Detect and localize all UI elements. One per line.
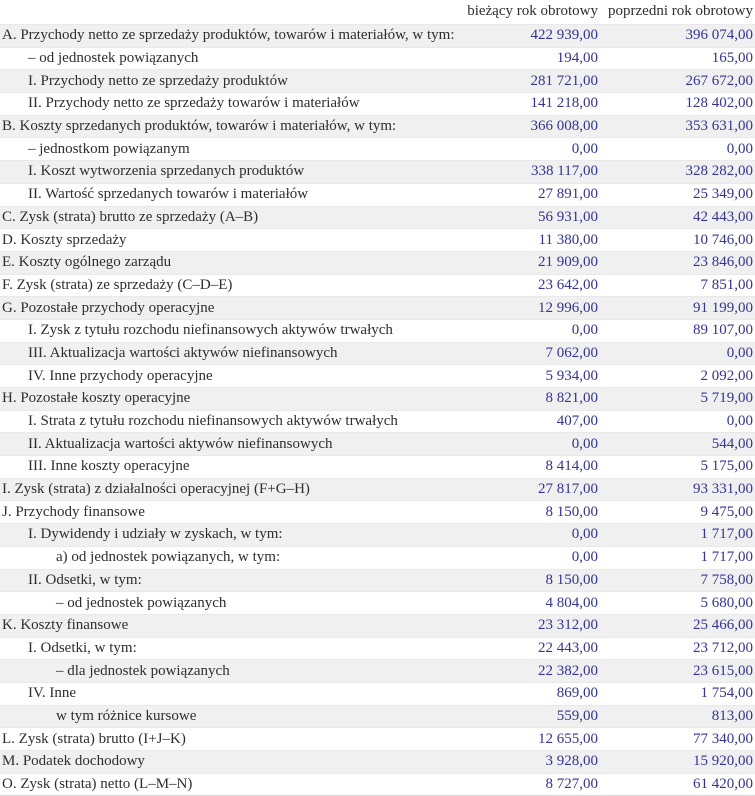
table-row <box>0 47 755 70</box>
table-row <box>0 115 755 138</box>
table-row <box>0 70 755 93</box>
value-previous-year: 9 475,00 <box>700 503 753 520</box>
row-label: C. Zysk (strata) brutto ze sprzedaży (A–B) <box>2 208 259 225</box>
row-label: a) od jednostek powiązanych, w tym: <box>56 549 281 566</box>
value-previous-year: 267 672,00 <box>685 72 753 89</box>
value-previous-year: 10 746,00 <box>693 231 753 248</box>
value-previous-year: 1 717,00 <box>700 549 753 566</box>
table-row <box>0 342 755 365</box>
table-row <box>0 229 755 252</box>
table-row <box>0 25 755 48</box>
row-label: I. Zysk z tytułu rozchodu niefinansowych aktywów trwałych <box>28 322 393 339</box>
value-current-year: 422 939,00 <box>530 27 598 44</box>
value-current-year: 5 934,00 <box>545 367 598 384</box>
value-previous-year: 165,00 <box>711 50 753 67</box>
table-row <box>0 682 755 705</box>
row-label: O. Zysk (strata) netto (L–M–N) <box>2 776 193 793</box>
value-previous-year: 328 282,00 <box>685 163 753 180</box>
table-row <box>0 274 755 297</box>
value-previous-year: 5 680,00 <box>700 594 753 611</box>
value-previous-year: 0,00 <box>726 140 753 157</box>
label-column-header <box>0 0 460 25</box>
value-current-year: 8 821,00 <box>545 390 598 407</box>
value-previous-year: 23 615,00 <box>693 662 753 679</box>
value-current-year: 4 804,00 <box>545 594 598 611</box>
row-label: III. Aktualizacja wartości aktywów niefinansowych <box>28 344 338 361</box>
row-label: F. Zysk (strata) ze sprzedaży (C–D–E) <box>2 276 233 293</box>
table-row <box>0 524 755 547</box>
table-row <box>0 433 755 456</box>
table-row <box>0 297 755 320</box>
table-row <box>0 478 755 501</box>
row-label: B. Koszty sprzedanych produktów, towarów i materiałów, w tym: <box>2 118 397 135</box>
col-header-previous-year: poprzedni rok obrotowy <box>608 3 753 19</box>
value-previous-year: 89 107,00 <box>693 322 753 339</box>
value-previous-year: 0,00 <box>726 344 753 361</box>
row-label: – od jednostek powiązanych <box>28 50 199 67</box>
value-current-year: 0,00 <box>571 140 598 157</box>
row-label: IV. Inne przychody operacyjne <box>28 367 213 384</box>
row-label: K. Koszty finansowe <box>2 617 129 634</box>
row-label: – jednostkom powiązanym <box>28 140 190 157</box>
value-previous-year: 91 199,00 <box>693 299 753 316</box>
value-previous-year: 23 846,00 <box>693 254 753 271</box>
value-current-year: 8 150,00 <box>545 503 598 520</box>
row-label: L. Zysk (strata) brutto (I+J–K) <box>2 730 186 747</box>
value-current-year: 407,00 <box>556 413 598 430</box>
table-row <box>0 251 755 274</box>
value-current-year: 23 312,00 <box>538 617 598 634</box>
report-table-body <box>0 25 755 796</box>
value-previous-year: 2 092,00 <box>700 367 753 384</box>
value-current-year: 281 721,00 <box>530 72 598 89</box>
value-current-year: 8 150,00 <box>545 571 598 588</box>
table-row <box>0 546 755 569</box>
value-current-year: 12 655,00 <box>538 730 598 747</box>
row-label: II. Wartość sprzedanych towarów i materiałów <box>28 186 309 203</box>
value-current-year: 8 727,00 <box>545 776 598 793</box>
row-label: A. Przychody netto ze sprzedaży produktów, towarów i materiałów, w tym: <box>2 27 455 44</box>
row-label: II. Odsetki, w tym: <box>28 571 142 588</box>
table-row <box>0 388 755 411</box>
value-current-year: 27 891,00 <box>538 186 598 203</box>
value-current-year: 22 443,00 <box>538 639 598 656</box>
value-current-year: 3 928,00 <box>545 753 598 770</box>
table-row <box>0 705 755 728</box>
value-current-year: 7 062,00 <box>545 344 598 361</box>
value-previous-year: 61 420,00 <box>693 776 753 793</box>
table-row <box>0 773 755 796</box>
row-label: I. Strata z tytułu rozchodu niefinansowych aktywów trwałych <box>28 413 398 430</box>
row-label: I. Dywidendy i udziały w zyskach, w tym: <box>28 526 283 543</box>
value-previous-year: 77 340,00 <box>693 730 753 747</box>
value-current-year: 0,00 <box>571 435 598 452</box>
value-previous-year: 813,00 <box>711 707 753 724</box>
table-row <box>0 569 755 592</box>
value-current-year: 12 996,00 <box>538 299 598 316</box>
value-current-year: 338 117,00 <box>531 163 598 180</box>
value-current-year: 0,00 <box>571 526 598 543</box>
value-previous-year: 23 712,00 <box>693 639 753 656</box>
value-current-year: 559,00 <box>556 707 598 724</box>
row-label: III. Inne koszty operacyjne <box>28 458 190 475</box>
value-current-year: 366 008,00 <box>530 118 598 135</box>
value-current-year: 141 218,00 <box>530 95 598 112</box>
value-current-year: 27 817,00 <box>538 481 598 498</box>
row-label: M. Podatek dochodowy <box>2 753 145 770</box>
row-label: – dla jednostek powiązanych <box>56 662 230 679</box>
header-row <box>0 0 755 25</box>
table-row <box>0 183 755 206</box>
row-label: I. Zysk (strata) z działalności operacyjnej (F+G–H) <box>2 481 310 498</box>
row-label: I. Przychody netto ze sprzedaży produktów <box>28 72 288 89</box>
value-current-year: 8 414,00 <box>545 458 598 475</box>
row-label: – od jednostek powiązanych <box>56 594 227 611</box>
value-previous-year: 353 631,00 <box>685 118 753 135</box>
value-current-year: 194,00 <box>556 50 598 67</box>
row-label: I. Koszt wytworzenia sprzedanych produktów <box>28 163 305 180</box>
value-previous-year: 1 717,00 <box>700 526 753 543</box>
table-row <box>0 161 755 184</box>
value-previous-year: 25 466,00 <box>693 617 753 634</box>
row-label: II. Aktualizacja wartości aktywów niefinansowych <box>28 435 333 452</box>
value-previous-year: 15 920,00 <box>693 753 753 770</box>
row-label: J. Przychody finansowe <box>2 503 145 520</box>
table-row <box>0 728 755 751</box>
table-row <box>0 660 755 683</box>
row-label: I. Odsetki, w tym: <box>28 639 137 656</box>
table-row <box>0 365 755 388</box>
row-label: D. Koszty sprzedaży <box>2 231 127 248</box>
table-row <box>0 614 755 637</box>
value-current-year: 869,00 <box>556 685 598 702</box>
table-row <box>0 206 755 229</box>
table-row <box>0 456 755 479</box>
value-current-year: 11 380,00 <box>538 231 598 248</box>
value-previous-year: 7 851,00 <box>700 276 753 293</box>
value-previous-year: 1 754,00 <box>700 685 753 702</box>
value-previous-year: 25 349,00 <box>693 186 753 203</box>
table-row <box>0 501 755 524</box>
row-label: G. Pozostałe przychody operacyjne <box>2 299 215 316</box>
row-label: E. Koszty ogólnego zarządu <box>2 254 172 271</box>
value-previous-year: 93 331,00 <box>693 481 753 498</box>
value-previous-year: 5 719,00 <box>700 390 753 407</box>
row-label: w tym różnice kursowe <box>56 707 197 724</box>
value-current-year: 0,00 <box>571 322 598 339</box>
table-header <box>0 0 755 25</box>
col-header-current-year: bieżący rok obrotowy <box>467 3 598 19</box>
value-current-year: 22 382,00 <box>538 662 598 679</box>
row-label: IV. Inne <box>28 685 77 702</box>
value-current-year: 56 931,00 <box>538 208 598 225</box>
table-row <box>0 93 755 116</box>
table-row <box>0 637 755 660</box>
value-previous-year: 128 402,00 <box>685 95 753 112</box>
value-current-year: 21 909,00 <box>538 254 598 271</box>
value-previous-year: 0,00 <box>726 413 753 430</box>
value-previous-year: 5 175,00 <box>700 458 753 475</box>
table-row <box>0 319 755 342</box>
row-label: II. Przychody netto ze sprzedaży towarów i materiałów <box>28 95 360 112</box>
value-previous-year: 42 443,00 <box>693 208 753 225</box>
table-row <box>0 138 755 161</box>
table-row <box>0 410 755 433</box>
value-previous-year: 396 074,00 <box>685 27 753 44</box>
value-current-year: 0,00 <box>571 549 598 566</box>
table-row <box>0 592 755 615</box>
value-current-year: 23 642,00 <box>538 276 598 293</box>
value-previous-year: 544,00 <box>711 435 753 452</box>
value-previous-year: 7 758,00 <box>700 571 753 588</box>
row-label: H. Pozostałe koszty operacyjne <box>2 390 191 407</box>
